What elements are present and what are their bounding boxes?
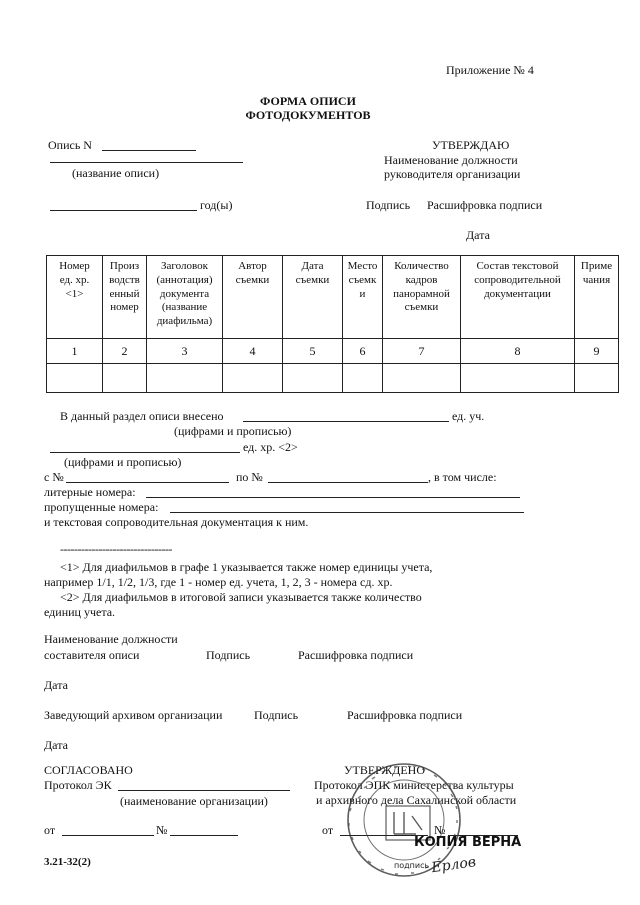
inventory-name-line bbox=[50, 162, 243, 163]
col-header-author bbox=[223, 256, 283, 339]
column-number: 8 bbox=[461, 339, 575, 364]
col-header-text: ед. хр. bbox=[59, 273, 90, 286]
approve-label: УТВЕРЖДАЮ bbox=[432, 138, 510, 152]
table-cell bbox=[283, 364, 343, 393]
col-header-text: съемки bbox=[295, 273, 330, 286]
col-header-text: съемк bbox=[348, 273, 377, 286]
inventory-name-caption: (название описи) bbox=[72, 166, 160, 180]
head-signature-decoding: Расшифровка подписи bbox=[427, 198, 543, 212]
table-cell bbox=[575, 364, 619, 393]
table-cell bbox=[147, 364, 223, 393]
table-cell bbox=[103, 364, 147, 393]
approved-title: УТВЕРЖДЕНО bbox=[344, 763, 426, 777]
form-title-line1: ФОРМА ОПИСИ bbox=[260, 94, 356, 108]
agreed-from: от bbox=[44, 823, 56, 837]
archive-head-date: Дата bbox=[44, 738, 68, 752]
col-header-text: Заголовок bbox=[161, 260, 208, 272]
col-header-text: кадров bbox=[405, 273, 438, 286]
col-header-text: съемки bbox=[404, 301, 439, 314]
agreed-protocol-line bbox=[118, 790, 290, 791]
appendix-label: Приложение № 4 bbox=[446, 63, 534, 77]
summary-to-line bbox=[268, 482, 428, 483]
col-header-unit-no bbox=[47, 256, 103, 339]
column-number: 7 bbox=[383, 339, 461, 364]
col-header-text: документа bbox=[159, 287, 210, 300]
compiler-signature: Подпись bbox=[206, 648, 251, 662]
summary-from-no: с № bbox=[44, 470, 64, 484]
head-position-line1: Наименование должности bbox=[384, 153, 518, 167]
summary-units2-line bbox=[50, 452, 240, 453]
col-header-text: Приме bbox=[580, 260, 613, 272]
col-header-text: диафильма) bbox=[156, 315, 213, 327]
approved-protocol-line2: и архивного дела Сахалинской области bbox=[316, 793, 517, 807]
inventory-no-line bbox=[102, 150, 196, 151]
col-header-text: (аннотация) bbox=[156, 273, 213, 286]
stamp-emblem-marks bbox=[394, 812, 422, 834]
col-header-text: сопроводительной bbox=[474, 273, 561, 286]
approved-protocol-line1: Протокол ЭПК министерства культуры bbox=[314, 778, 514, 792]
inventory-no-label: Опись N bbox=[48, 138, 92, 152]
table-cell bbox=[47, 364, 103, 393]
col-header-text: Произ bbox=[109, 260, 140, 272]
col-header-text: <1> bbox=[65, 287, 84, 300]
table-cell bbox=[223, 364, 283, 393]
col-header-text-docs bbox=[461, 256, 575, 339]
column-number: 1 bbox=[47, 339, 103, 364]
summary-text-docs: и текстовая сопроводительная документация к ним. bbox=[44, 515, 309, 529]
col-header-text: Номер bbox=[59, 260, 90, 272]
table-cell bbox=[461, 364, 575, 393]
col-header-text: съемки bbox=[235, 273, 270, 286]
column-number: 9 bbox=[575, 339, 619, 364]
head-position-line2: руководителя организации bbox=[384, 167, 521, 181]
col-header-title bbox=[147, 256, 223, 339]
summary-caption1: (цифрами и прописью) bbox=[174, 424, 292, 438]
col-header-text: чания bbox=[582, 273, 611, 286]
archive-head-signature-decoding: Расшифровка подписи bbox=[347, 708, 463, 722]
compiler-position-line1: Наименование должности bbox=[44, 632, 178, 646]
agreed-org-caption: (наименование организации) bbox=[120, 794, 268, 808]
col-header-text: енный bbox=[109, 287, 140, 300]
col-header-frames bbox=[383, 256, 461, 339]
col-header-text: номер bbox=[110, 301, 139, 314]
col-header-text: панорамной bbox=[393, 287, 450, 300]
table-cell bbox=[343, 364, 383, 393]
summary-line1: В данный раздел описи внесено bbox=[60, 409, 224, 423]
column-number: 5 bbox=[283, 339, 343, 364]
stamp-ring-text-marks bbox=[349, 766, 457, 874]
summary-from-line bbox=[66, 482, 229, 483]
years-label: год(ы) bbox=[200, 198, 233, 212]
col-header-text: документации bbox=[484, 287, 551, 300]
empty-table-row bbox=[47, 364, 619, 393]
agreed-no: № bbox=[156, 823, 168, 837]
inventory-table bbox=[46, 255, 619, 393]
footnote1-line1: <1> Для диафильмов в графе 1 указывается также номер единицы учета, bbox=[60, 560, 433, 574]
col-header-date bbox=[283, 256, 343, 339]
form-code: 3.21-32(2) bbox=[44, 856, 91, 868]
stamp-certified-copy: КОПИЯ ВЕРНА bbox=[414, 835, 522, 850]
certified-copy-stamp bbox=[338, 760, 528, 888]
col-header-place bbox=[343, 256, 383, 339]
form-title-line2: ФОТОДОКУМЕНТОВ bbox=[245, 108, 371, 122]
approved-no: № bbox=[434, 823, 446, 837]
column-number-row bbox=[47, 339, 619, 364]
head-date-label: Дата bbox=[466, 228, 490, 242]
footnote-separator: -------------------------------- bbox=[60, 542, 172, 556]
stamp-handwritten-signature: Ерлов bbox=[430, 854, 477, 877]
stamp-signature-label: подпись bbox=[394, 861, 430, 870]
summary-including: , в том числе: bbox=[428, 470, 497, 484]
missing-numbers-line bbox=[170, 512, 524, 513]
col-header-text: Состав текстовой bbox=[476, 260, 559, 272]
table-cell bbox=[383, 364, 461, 393]
summary-units1: ед. уч. bbox=[452, 409, 485, 423]
agreed-protocol: Протокол ЭК bbox=[44, 778, 112, 792]
col-header-text: Дата bbox=[301, 260, 324, 272]
footnote2-line1: <2> Для диафильмов в итоговой записи указывается также количество bbox=[60, 590, 422, 604]
summary-units2: ед. хр. <2> bbox=[243, 440, 298, 454]
summary-missing-numbers: пропущенные номера: bbox=[44, 500, 159, 514]
compiler-position-line2: составителя описи bbox=[44, 648, 140, 662]
compiler-signature-decoding: Расшифровка подписи bbox=[298, 648, 414, 662]
years-line bbox=[50, 210, 197, 211]
agreed-title: СОГЛАСОВАНО bbox=[44, 763, 133, 777]
column-number: 4 bbox=[223, 339, 283, 364]
column-number: 3 bbox=[147, 339, 223, 364]
col-header-production-no bbox=[103, 256, 147, 339]
footnote1-line2: например 1/1, 1/2, 1/3, где 1 - номер ед. учета, 1, 2, 3 - номера сд. хр. bbox=[44, 575, 393, 589]
col-header-text: Автор bbox=[238, 260, 267, 272]
compiler-date: Дата bbox=[44, 678, 68, 692]
column-number: 2 bbox=[103, 339, 147, 364]
col-header-text: и bbox=[359, 287, 366, 300]
summary-count-line bbox=[243, 421, 449, 422]
col-header-text: водств bbox=[109, 273, 140, 286]
col-header-notes bbox=[575, 256, 619, 339]
archive-head-label: Заведующий архивом организации bbox=[44, 708, 223, 722]
summary-letter-numbers: литерные номера: bbox=[44, 485, 136, 499]
summary-to-no: по № bbox=[236, 470, 263, 484]
agreed-date-line bbox=[62, 835, 154, 836]
col-header-text: Количество bbox=[394, 260, 449, 272]
archive-head-signature: Подпись bbox=[254, 708, 299, 722]
approved-from: от bbox=[322, 823, 334, 837]
col-header-text: Место bbox=[347, 260, 378, 272]
column-number: 6 bbox=[343, 339, 383, 364]
footnote2-line2: единиц учета. bbox=[44, 605, 116, 619]
col-header-text: (название bbox=[161, 301, 208, 314]
summary-caption2: (цифрами и прописью) bbox=[64, 455, 182, 469]
agreed-no-line bbox=[170, 835, 238, 836]
letter-numbers-line bbox=[146, 497, 520, 498]
head-signature-label: Подпись bbox=[366, 198, 411, 212]
